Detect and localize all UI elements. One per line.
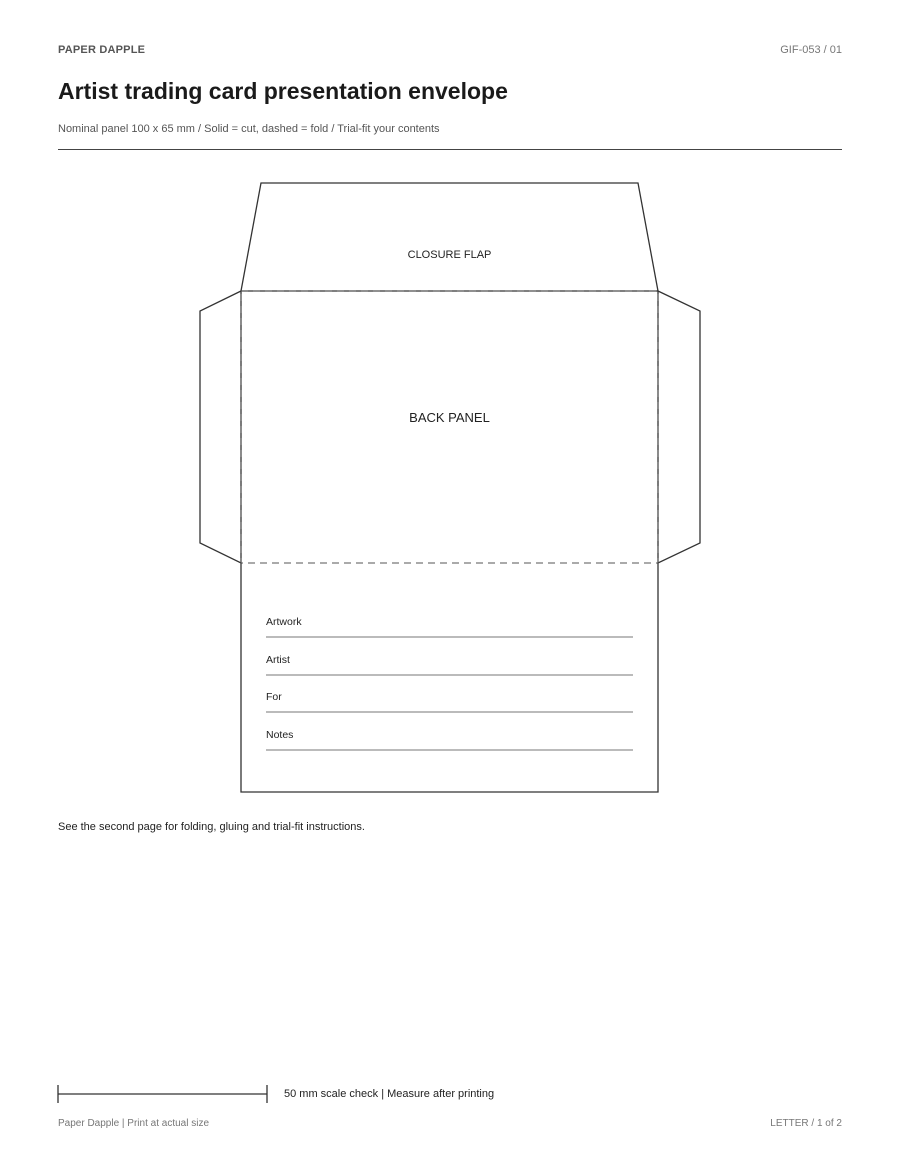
field-label-for: For: [266, 691, 282, 703]
page-title: Artist trading card presentation envelope: [58, 78, 508, 104]
footer-page-indicator: LETTER / 1 of 2: [770, 1118, 842, 1129]
scale-check-label: 50 mm scale check | Measure after printing: [284, 1088, 495, 1100]
instructions-note: See the second page for folding, gluing and trial-fit instructions.: [58, 821, 365, 833]
closure-flap-label: CLOSURE FLAP: [407, 249, 492, 261]
right-side-flap-outline: [658, 291, 700, 563]
footer-left-text: Paper Dapple | Print at actual size: [58, 1118, 210, 1129]
document-code: GIF-053 / 01: [780, 44, 842, 56]
brand-name: PAPER DAPPLE: [58, 44, 146, 56]
closure-flap-outline: [241, 183, 658, 291]
page-subtitle: Nominal panel 100 x 65 mm / Solid = cut, dashed = fold / Trial-fit your contents: [58, 123, 440, 135]
scale-check-bar: [0, 0, 300, 1110]
field-label-artwork: Artwork: [266, 616, 302, 628]
back-panel-label: BACK PANEL: [409, 410, 490, 425]
field-label-artist: Artist: [266, 654, 290, 666]
back-panel-fold-lines: [241, 291, 658, 563]
field-label-notes: Notes: [266, 729, 294, 741]
front-panel-outline: [241, 563, 658, 792]
